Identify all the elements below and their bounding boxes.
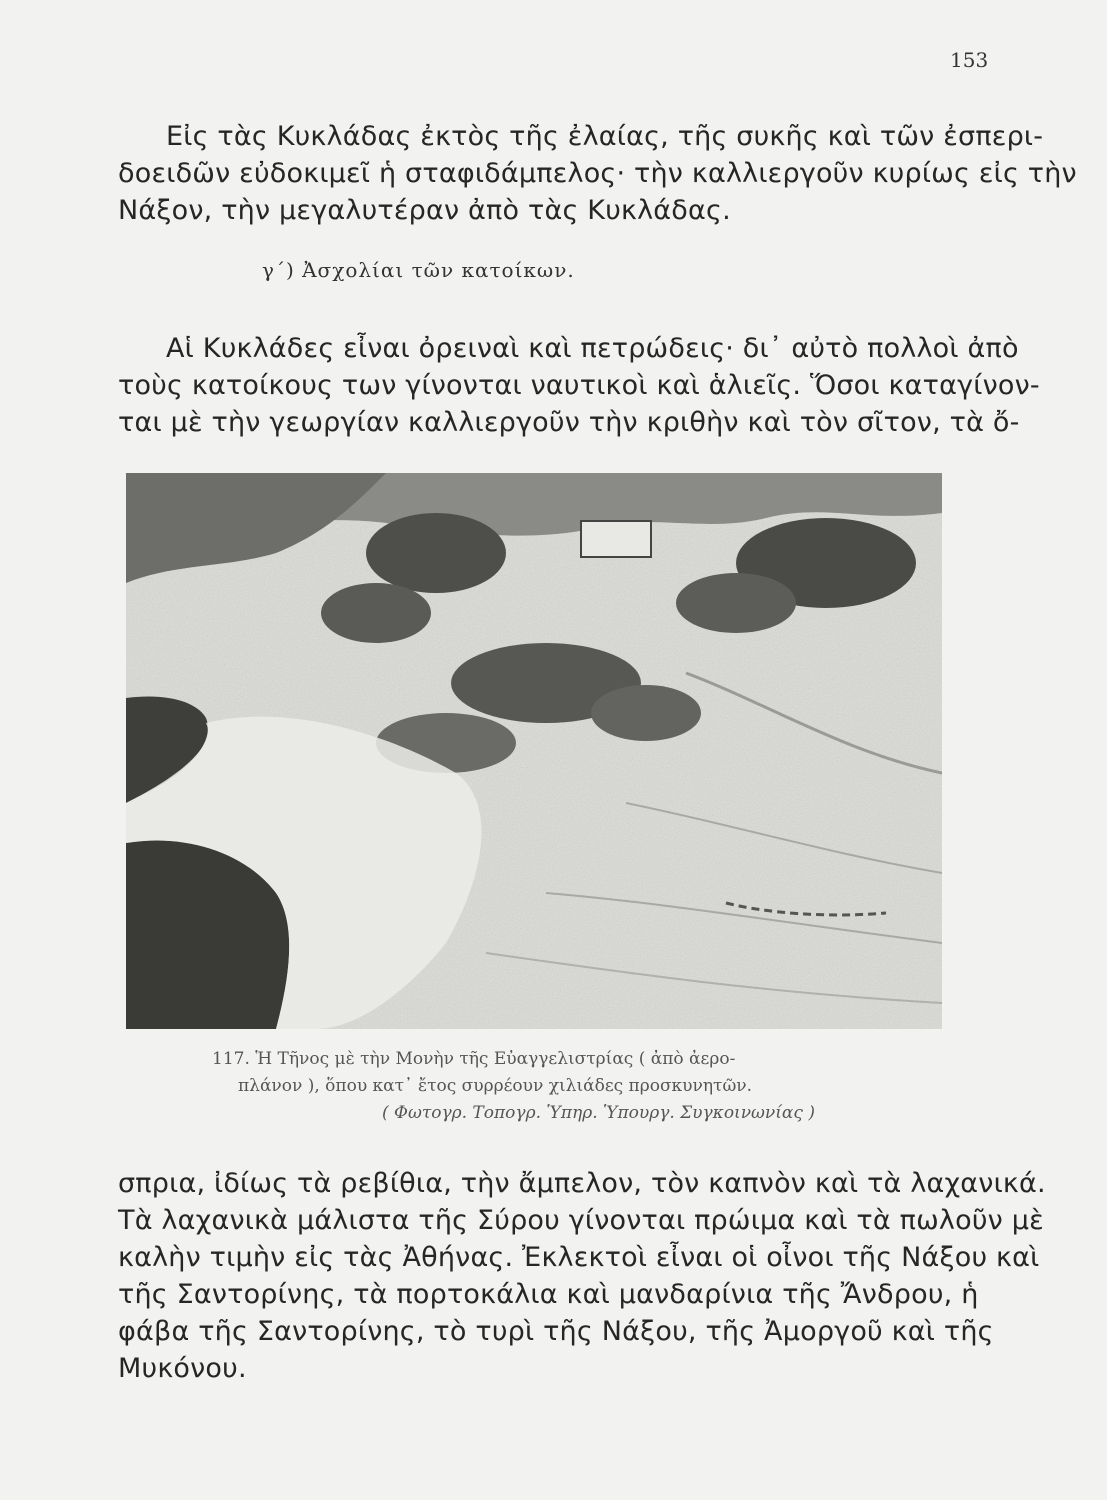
caption-line: 117. Ἡ Τῆνος μὲ τὴν Μονὴν τῆς Εὐαγγελιστρίας ( ἀπὸ ἀερο- [212,1049,736,1069]
aerial-photo [126,473,942,1029]
text-line: φάβα τῆς Σαντορίνης, τὸ τυρὶ τῆς Νάξου, τῆς Ἀμοργοῦ καὶ τῆς [118,1316,994,1347]
text-line: τοὺς κατοίκους των γίνονται ναυτικοὶ καὶ ἁλιεῖς. Ὅσοι καταγίνον- [118,370,1040,401]
text-line: Τὰ λαχανικὰ μάλιστα τῆς Σύρου γίνονται πρώιμα καὶ τὰ πωλοῦν μὲ [118,1205,1044,1236]
text-line: Εἰς τὰς Κυκλάδας ἐκτὸς τῆς ἐλαίας, τῆς συκῆς καὶ τῶν ἐσπερι- [166,121,1044,152]
page-number: 153 [950,48,989,72]
figure-caption [212,1046,972,1127]
text-line: δοειδῶν εὐδοκιμεῖ ἡ σταφιδάμπελος· τὴν καλλιεργοῦν κυρίως εἰς τὴν [118,158,1077,189]
text-line: Αἱ Κυκλάδες εἶναι ὀρειναὶ καὶ πετρώδεις· δι᾽ αὐτὸ πολλοὶ ἀπὸ [166,333,1019,364]
text-line: καλὴν τιμὴν εἰς τὰς Ἀθήνας. Ἐκλεκτοὶ εἶναι οἱ οἶνοι τῆς Νάξου καὶ [118,1242,1040,1273]
paragraph-1 [118,118,1077,229]
paragraph-3 [118,1165,1046,1387]
caption-line: πλάνον ), ὅπου κατ᾽ ἔτος συρρέουν χιλιάδες προσκυνητῶν. [238,1076,753,1096]
section-heading: γ΄) Ἀσχολίαι τῶν κατοίκων. [262,258,575,282]
text-line: ται μὲ τὴν γεωργίαν καλλιεργοῦν τὴν κριθὴν καὶ τὸν σῖτον, τὰ ὄ- [118,407,1020,438]
text-line: τῆς Σαντορίνης, τὰ πορτοκάλια καὶ μανδαρίνια τῆς Ἄνδρου, ἡ [118,1279,979,1310]
paragraph-2 [118,330,1040,441]
text-line: σπρια, ἰδίως τὰ ρεβίθια, τὴν ἄμπελον, τὸν καπνὸν καὶ τὰ λαχανικά. [118,1168,1046,1199]
text-line: Νάξον, τὴν μεγαλυτέραν ἀπὸ τὰς Κυκλάδας. [118,195,731,226]
aerial-photo-image [126,473,942,1029]
photo-credit: ( Φωτογρ. Τοπογρ. Ὑπηρ. Ὑπουργ. Συγκοινωνίας ) [382,1103,815,1123]
text-line: Μυκόνου. [118,1353,247,1384]
